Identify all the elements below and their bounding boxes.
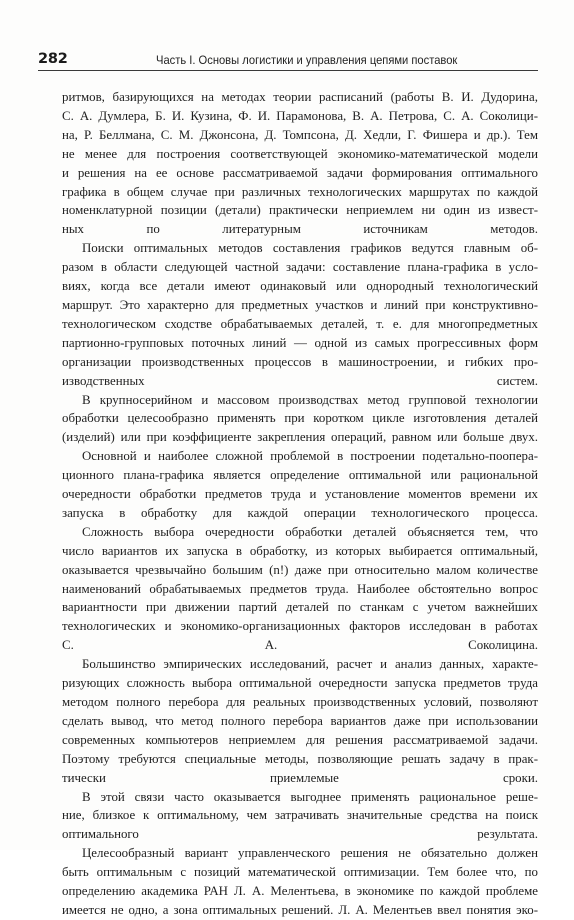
text-line: запуска в обработку для каждой операции технологического процесса. [62, 505, 538, 520]
section-title: Часть I. Основы логистики и управления цепями поставок [156, 53, 458, 67]
text-line: (изделий) или при коэффициенте закрепления операций, равном или больше двух. [62, 430, 538, 445]
body-text [62, 88, 538, 920]
text-line: технологических и экономико-организационных факторов исследован в работах [62, 619, 538, 634]
paragraph [62, 447, 538, 523]
text-line: Сложность выбора очередности обработки деталей объясняется тем, что [82, 524, 538, 539]
text-line: быть оптимальным с позиций математической оптимизации. Тем более что, по [62, 865, 538, 880]
text-line: определению академика РАН Л. А. Мелентьева, в экономике по каждой проблеме [62, 884, 538, 899]
paragraph [62, 655, 538, 787]
text-line: не менее для построения соответствующей экономико-математической модели [62, 146, 538, 161]
text-line: вариантности при движении партий деталей по станкам с учетом важнейших [62, 600, 538, 615]
text-line: технологическом сходстве обрабатываемых деталей, т. е. для многопредметных [62, 316, 538, 331]
text-line: виях, когда все детали имеют одинаковый или однородный технологический [62, 279, 538, 294]
text-line: С. А. Думлера, Б. И. Кузина, Ф. И. Парамонова, В. А. Петрова, С. А. Соколици- [62, 108, 538, 123]
text-line: ритмов, базирующихся на методах теории расписаний (работы В. И. Дудорина, [62, 90, 538, 104]
header-rule [38, 70, 538, 71]
running-head [38, 49, 538, 71]
paragraph [62, 788, 538, 845]
text-line: маршрут. Это характерно для предметных участков и линий при конструктивно- [62, 297, 538, 312]
text-line: В этой связи часто оказывается выгоднее применять рациональное реше- [82, 789, 538, 804]
text-line: на, Р. Беллмана, С. М. Джонсона, Д. Томпсона, Д. Хедли, Г. Фишера и др.). Тем [62, 127, 538, 142]
text-line: обработки целесообразно применять при коротком цикле изготовления деталей [62, 411, 538, 426]
text-line: современных компьютеров неприемлем для решения рассматриваемой задачи. [62, 732, 538, 747]
text-line: изводственных систем. [62, 373, 538, 388]
text-line: очередности обработки предметов труда и установление моментов времени их [62, 487, 538, 502]
paragraph [62, 391, 538, 448]
text-line: наименований обрабатываемых предметов труда. Наиболее обстоятельно вопрос [62, 581, 538, 596]
text-line: Целесообразный вариант управленческого решения не обязательно должен [82, 846, 538, 861]
text-line: Основной и наиболее сложной проблемой в построении подетально-пооперa- [82, 449, 538, 464]
text-line: Поиски оптимальных методов составления графиков ведутся главным об- [82, 241, 538, 256]
text-line: и решения на ее основе рассматриваемой задачи формирования оптимального [62, 165, 538, 180]
paragraph [62, 239, 538, 390]
paragraph [62, 844, 538, 920]
text-line: ние, близкое к оптимальному, чем затрачивать значительные средства на поиск [62, 808, 538, 823]
text-line: Большинство эмпирических исследований, расчет и анализ данных, характе- [82, 657, 538, 672]
text-line: номенклатурной позиции (детали) практически неприемлем ни один из извест- [62, 203, 538, 218]
text-line: ционного плана-графика является определение оптимальной или рациональной [62, 468, 538, 483]
text-line: ных по литературным источникам методов. [62, 222, 538, 237]
text-line: имеется не одно, а зона оптимальных решений. Л. А. Мелентьев ввел понятия эко- [62, 902, 538, 917]
text-line: разом в области следующей частной задачи: составление плана-графика в усло- [62, 260, 538, 275]
paragraph [62, 88, 538, 239]
paragraph [62, 523, 538, 655]
page-number: 282 [38, 51, 68, 67]
text-line: оказывается чрезвычайно большим (n!) даже при относительно малом количестве [62, 562, 538, 577]
text-line: партионно-групповых поточных линий — одной из самых прогрессивных форм [62, 335, 538, 350]
text-line: Поэтому требуются специальные методы, позволяющие решать задачу в прак- [62, 751, 538, 766]
text-line: число вариантов их запуска в обработку, из которых выбирается оптимальный, [62, 543, 538, 558]
text-line: оптимального результата. [62, 827, 538, 842]
text-line: организации производственных процессов в машиностроении, и гибких про- [62, 354, 538, 369]
text-line: В крупносерийном и массовом производствах метод групповой технологии [82, 392, 538, 407]
text-line: С. А. Соколицина. [62, 638, 538, 653]
text-line: методом полного перебора для реальных производственных условий, позволяют [62, 695, 538, 709]
text-line: тически приемлемые сроки. [62, 770, 538, 785]
text-line: графика в общем случае при различных технологических маршрутах по каждой [62, 184, 538, 199]
text-line: сделать вывод, что метод полного перебора вариантов даже при использовании [62, 713, 538, 728]
text-line: ризующих сложность выбора оптимальной очередности запуска предметов труда [62, 676, 538, 691]
